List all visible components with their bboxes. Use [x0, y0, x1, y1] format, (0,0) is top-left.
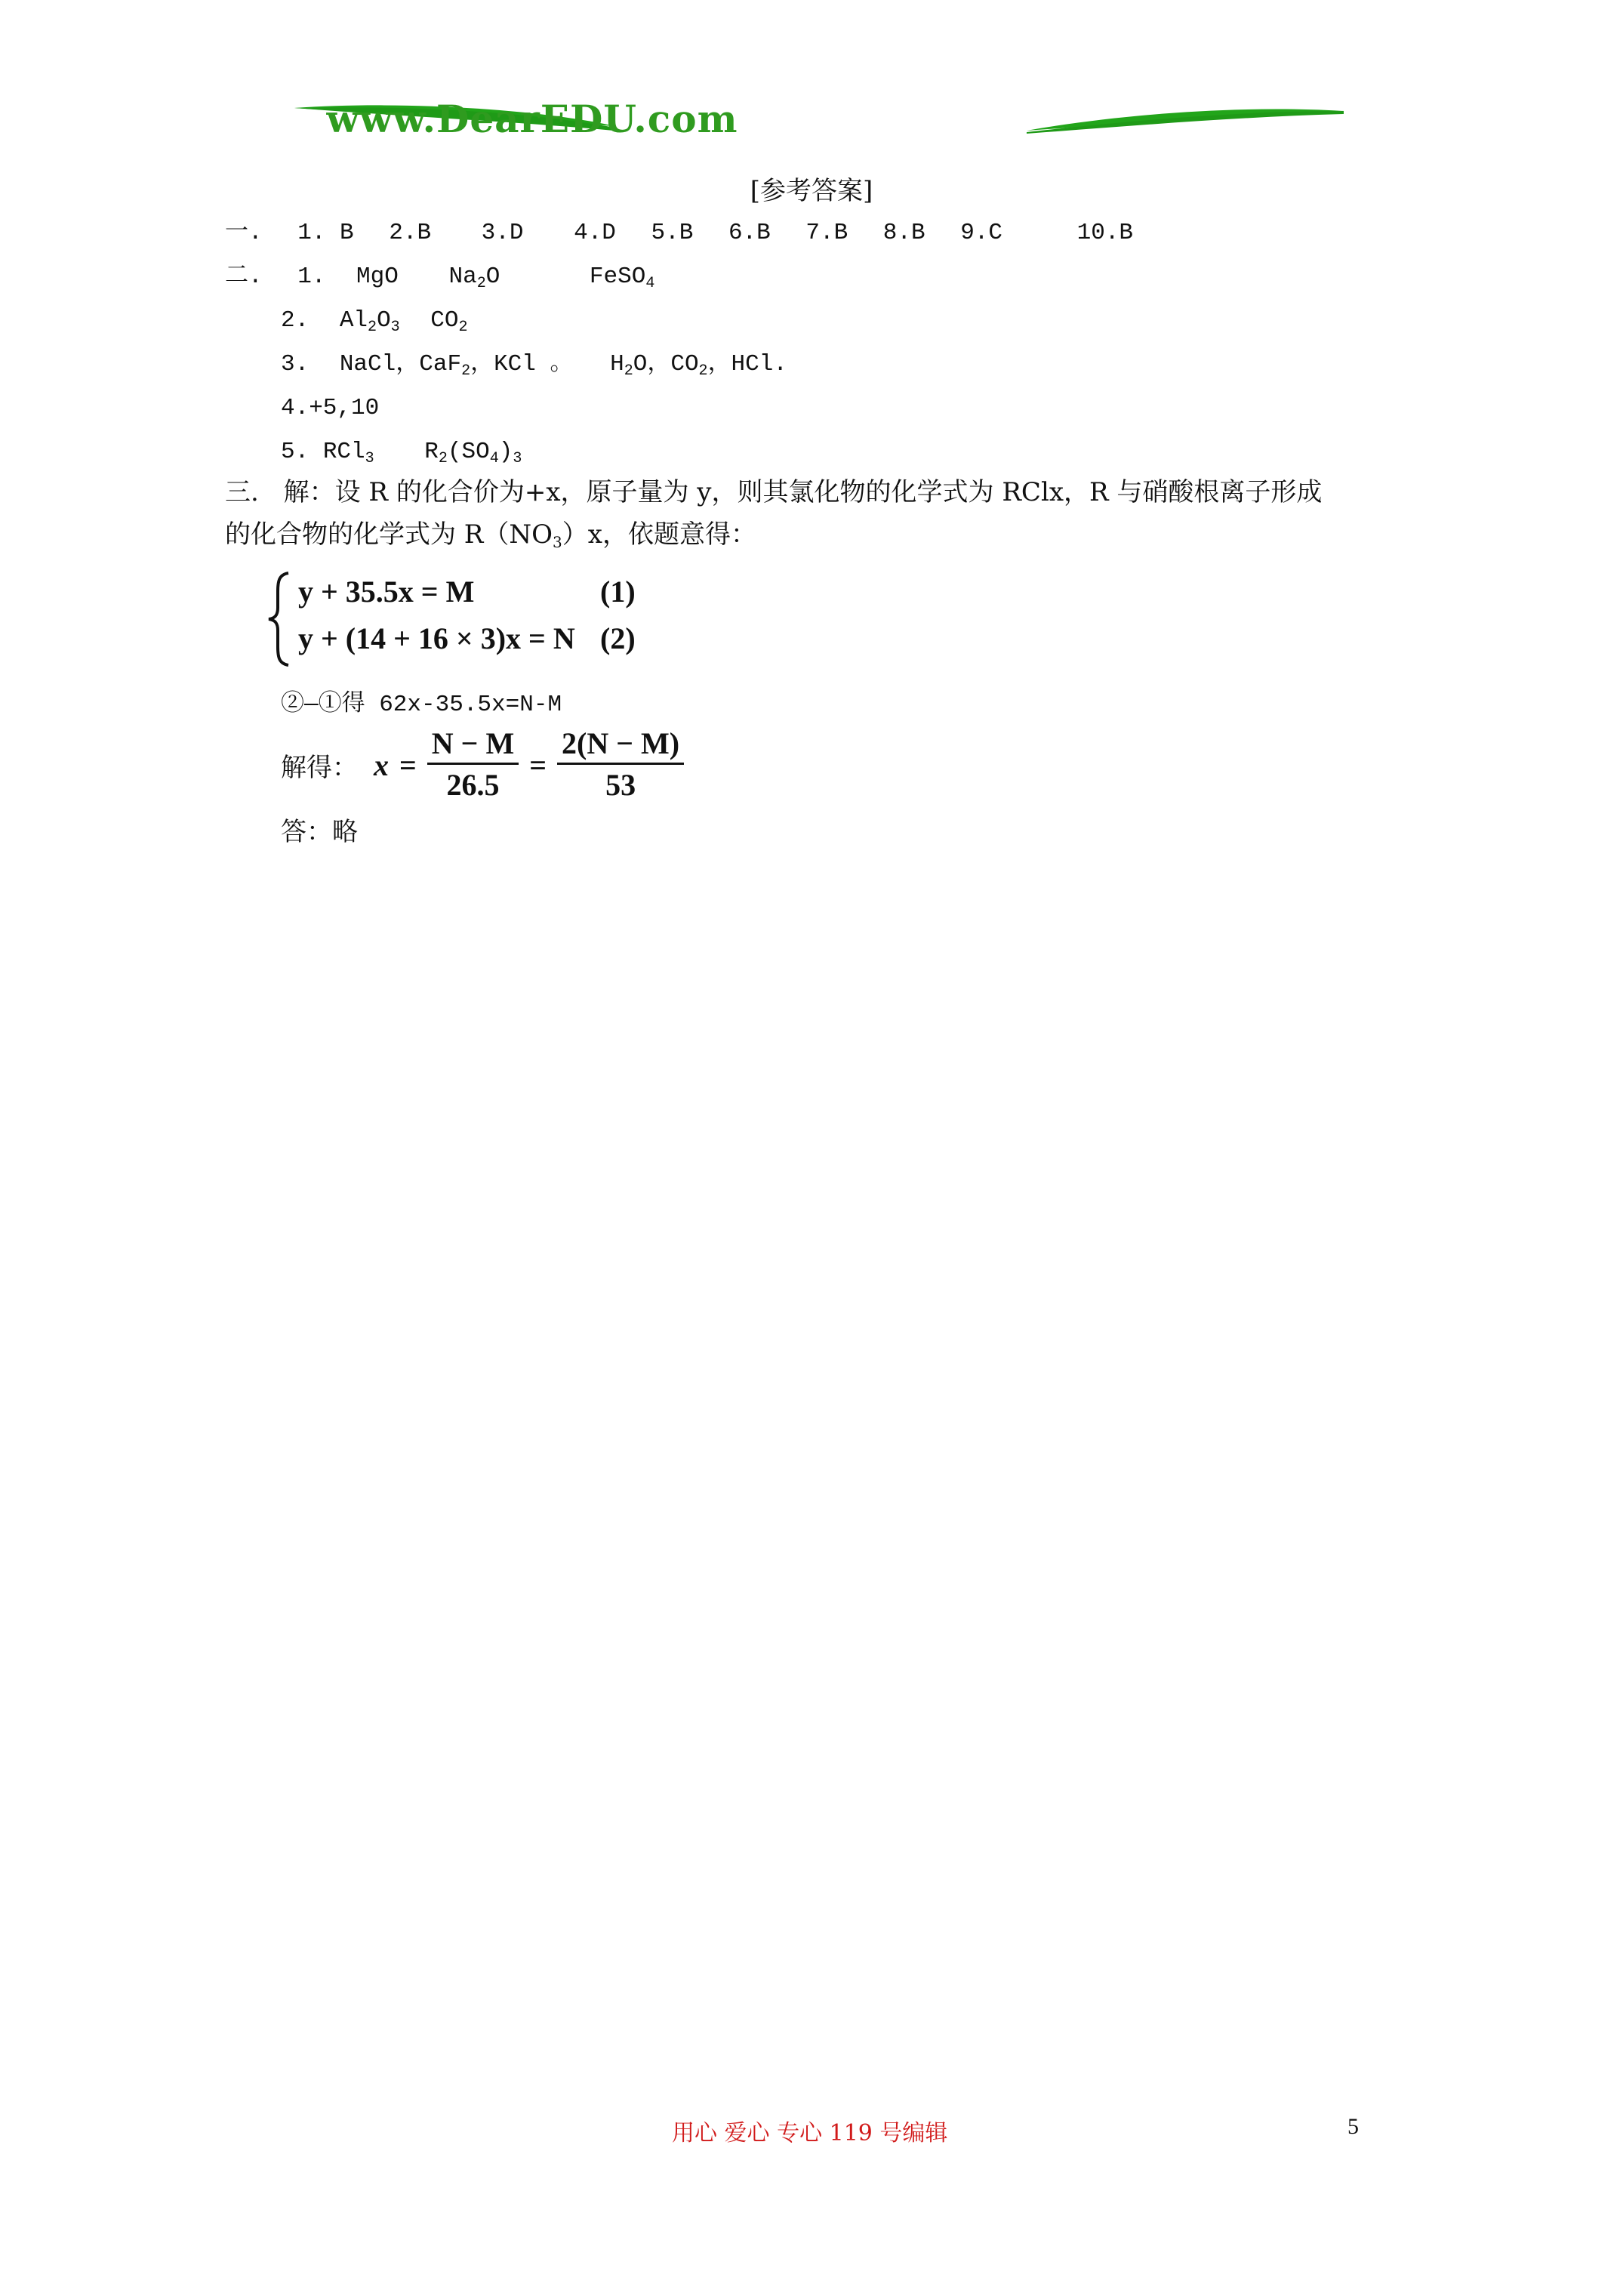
answer-item: 4.D — [574, 220, 616, 246]
answer-item: 3.D — [481, 220, 524, 246]
fraction-1-numerator: N − M — [427, 725, 519, 765]
subtraction-step — [281, 689, 562, 722]
q-number: 1. — [297, 264, 326, 290]
final-answer: 答：略 — [281, 817, 358, 847]
answer-item: 2.B — [389, 220, 432, 246]
section2-q3 — [281, 348, 787, 381]
section3-paragraph-line1 — [225, 476, 1322, 509]
formula: $CO_2$ — [430, 307, 468, 336]
fraction-1-denominator: 26.5 — [446, 768, 500, 802]
section3-label: 三. — [225, 477, 259, 507]
section2-q5 — [281, 436, 522, 469]
footer-credit: 用心 爱心 专心 119 号编辑 — [672, 2120, 948, 2147]
formula-list: $H_2O$，$CO_2$，HCl. — [610, 351, 787, 380]
answer-item: 6.B — [728, 220, 771, 246]
equation-1 — [298, 574, 474, 609]
formula: FeSO$_4$ — [589, 264, 655, 292]
formula: $Na_2O$ — [448, 264, 500, 292]
section2-q2 — [281, 304, 468, 337]
equation-2 — [298, 621, 575, 656]
equals-sign: = — [529, 748, 547, 782]
formula: $Al_2O_3$ — [339, 307, 400, 336]
answer-item: 8.B — [882, 220, 925, 246]
answer-item: 10.B — [1076, 220, 1134, 246]
answer-item: 5.B — [651, 220, 694, 246]
fraction-2-denominator: 53 — [605, 768, 636, 802]
answer-title: [参考答案] — [750, 176, 873, 206]
section3-paragraph-line2 — [225, 518, 756, 551]
section2-q1 — [225, 260, 654, 294]
answer-item: 7.B — [805, 220, 848, 246]
solution-expression — [374, 725, 684, 806]
section2-q4 — [281, 392, 379, 425]
equation-1-body: y + 35.5x = M — [298, 575, 475, 609]
q-number: 2. — [281, 307, 310, 334]
answer-item: 1. B — [297, 220, 354, 246]
section2-label: 二. — [225, 264, 263, 290]
equation-2-tag: (2) — [600, 621, 636, 655]
solution-variable: x — [374, 748, 389, 782]
paragraph-text: 的化合物的化学式为 $R(NO_3)x$，依题意得： — [225, 519, 756, 551]
solve-label: 解得： — [281, 753, 358, 783]
formula: MgO — [356, 264, 399, 290]
step-text: ②—①得 62x-35.5x=N-M — [281, 692, 562, 718]
paragraph-text: 解：设 R 的化合价为+x，原子量为 y，则其氯化物的化学式为 RClx，R 与硝酸根离子形成 — [283, 477, 1323, 507]
site-logo: www.DearEDU.com — [326, 97, 738, 141]
section1-label: 一. — [225, 220, 263, 246]
equals-sign: = — [399, 748, 417, 782]
fraction-2 — [557, 725, 684, 806]
formula: $R_2(SO_4)_3$ — [424, 439, 522, 467]
section1-answers — [225, 217, 1133, 250]
formula: RCl$_3$ — [322, 439, 374, 467]
formula-list: NaCl，CaF$_2$，KCl 。 — [339, 351, 574, 380]
equation-1-tag: (1) — [600, 575, 636, 609]
fraction-2-numerator: 2(N − M) — [557, 725, 684, 765]
q-number: 3. — [281, 351, 310, 378]
fraction-1 — [427, 725, 519, 806]
answer-item: 9.C — [960, 220, 1003, 246]
q-number: 5. — [281, 439, 310, 465]
q4-answer: 4.+5,10 — [281, 395, 380, 421]
left-brace-icon — [266, 570, 296, 668]
equation-2-body: y + (14 + 16 × 3)x = N — [298, 621, 575, 655]
page-number: 5 — [1347, 2114, 1359, 2139]
